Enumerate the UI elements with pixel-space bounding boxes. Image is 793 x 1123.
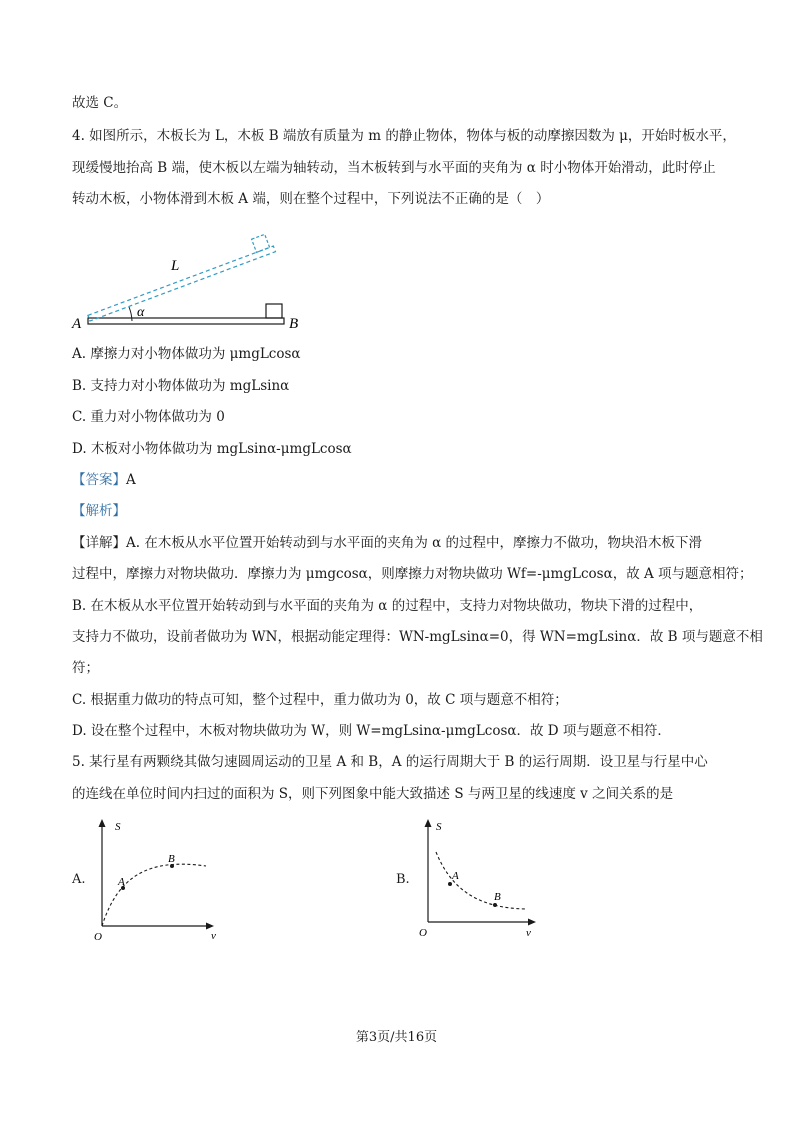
graph-a — [88, 814, 228, 944]
q4-option-b: B. 支持力对小物体做功为 mgLsinα — [72, 378, 290, 394]
board-tilted — [83, 233, 275, 321]
block-at-b — [266, 304, 282, 318]
prev-answer: 故选 C。 — [72, 95, 128, 111]
graph-a-label-v: v — [211, 930, 216, 942]
graph-b — [414, 814, 554, 944]
q5-line1: 5. 某行星有两颗绕其做匀速圆周运动的卫星 A 和 B，A 的运行周期大于 B 的运行周期．设卫星与行星中心 — [72, 754, 708, 770]
detail-line-5: 符； — [72, 660, 99, 676]
graph-b-label-s: S — [436, 821, 442, 833]
detail-line-3: B. 在木板从水平位置开始转动到与水平面的夹角为 α 的过程中，支持力对物块做功，物块下滑的过程中， — [72, 598, 703, 614]
q4-incline-figure — [70, 218, 310, 338]
q4-option-d: D. 木板对小物体做功为 mgLsinα-μmgLcosα — [72, 441, 352, 457]
graph-a-option: A. — [72, 872, 86, 887]
graph-b-label-b: B — [494, 891, 501, 903]
graph-b-option: B. — [396, 872, 410, 887]
graph-a-label-b: B — [168, 853, 175, 865]
detail-line-2: 过程中，摩擦力对物块做功．摩擦力为 μmgcosα，则摩擦力对物块做功 Wf=-μmgLcosα，故 A 项与题意相符； — [72, 566, 753, 582]
label-alpha: α — [137, 305, 145, 320]
q4-line3: 转动木板，小物体滑到木板 A 端，则在整个过程中，下列说法不正确的是（ ） — [72, 191, 550, 207]
block-tilted — [252, 234, 270, 252]
answer-tag: 【答案】 — [72, 472, 126, 488]
graph-a-label-s: S — [115, 821, 121, 833]
q4-option-a: A. 摩擦力对小物体做功为 μmgLcosα — [72, 346, 301, 362]
graph-a-curve — [102, 864, 206, 926]
board-horizontal — [88, 318, 284, 324]
answer-row — [72, 471, 136, 489]
graph-b-label-v: v — [526, 927, 531, 939]
detail-line-7: D. 设在整个过程中，木板对物块做功为 W，则 W=mgLsinα-μmgLcosα．故 D 项与题意不相符． — [72, 723, 671, 739]
label-b: B — [289, 316, 299, 332]
graph-a-label-o: O — [94, 931, 102, 943]
detail-line-6: C. 根据重力做功的特点可知，整个过程中，重力做功为 0，故 C 项与题意不相符； — [72, 692, 568, 708]
label-a: A — [72, 316, 82, 332]
graph-b-point-a — [448, 882, 452, 886]
analysis-tag: 【解析】 — [72, 503, 126, 519]
graph-b-label-a: A — [452, 870, 459, 882]
q5-line2: 的连线在单位时间内扫过的面积为 S，则下列图象中能大致描述 S 与两卫星的线速度 v 之间关系的是 — [72, 786, 674, 802]
analysis-row — [72, 502, 126, 520]
page-footer: 第3页/共16页 — [355, 1030, 438, 1045]
answer-value: A — [126, 472, 136, 488]
label-l: L — [171, 258, 180, 274]
detail-line-4: 支持力不做功，设前者做功为 WN，根据动能定理得：WN-mgLsinα=0，得 WN=mgLsinα．故 B 项与题意不相 — [72, 629, 763, 645]
q4-option-c: C. 重力对小物体做功为 0 — [72, 409, 225, 425]
graph-b-label-o: O — [419, 927, 427, 939]
angle-arc — [129, 307, 132, 321]
q4-line1: 4. 如图所示，木板长为 L，木板 B 端放有质量为 m 的静止物体，物体与板的动摩擦因数为 μ，开始时板水平， — [72, 128, 736, 144]
graph-b-point-b — [493, 903, 497, 907]
detail-line-1: 【详解】A. 在木板从水平位置开始转动到与水平面的夹角为 α 的过程中，摩擦力不做功，物块沿木板下滑 — [72, 535, 703, 551]
graph-b-curve — [436, 852, 526, 909]
q4-line2: 现缓慢地抬高 B 端，使木板以左端为轴转动，当木板转到与水平面的夹角为 α 时小物体开始滑动，此时停止 — [72, 160, 716, 176]
graph-a-label-a: A — [118, 876, 125, 888]
